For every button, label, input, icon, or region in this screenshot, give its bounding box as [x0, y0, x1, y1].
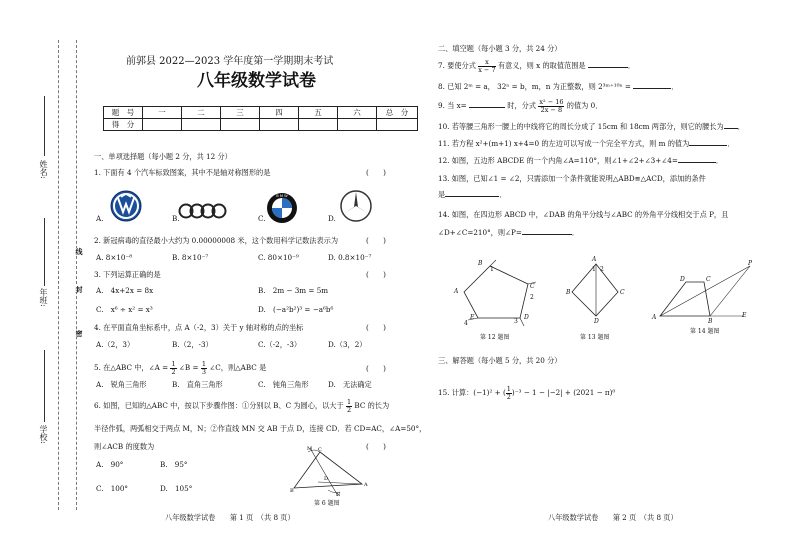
seal-char-line: 线: [75, 248, 84, 255]
fig12-label-b: B: [478, 260, 483, 267]
fig12-label-a: A: [454, 288, 459, 295]
fig12-label-4: 4: [464, 320, 468, 327]
q14-line-2-text: ∠D+∠C=210°，则∠P=: [438, 228, 522, 237]
score-table-score-row: [104, 119, 418, 131]
q4-option-d: D.（3，2）: [328, 340, 367, 349]
q8-end: ．: [671, 82, 679, 91]
class-label: 年班:: [39, 288, 48, 307]
q9-mid: 时，分式: [507, 101, 537, 110]
q2-option-b: B. 8×10⁻⁷: [172, 253, 209, 262]
q5-paren: ( ): [366, 364, 386, 373]
q6-option-b: B. 95°: [160, 460, 188, 469]
q13-figure: [566, 262, 626, 326]
q11-answer-blank[interactable]: [689, 145, 727, 146]
score-input[interactable]: [377, 119, 418, 131]
q9-text: [438, 98, 602, 114]
fig13-caption: 第 13 题图: [580, 334, 610, 341]
mercedes-logo-icon: [340, 190, 374, 224]
q6-option-d: D. 105°: [160, 484, 193, 493]
fig14-label-b: B: [708, 318, 713, 325]
q6-line-3: 则∠ACB 的度数为: [94, 442, 155, 451]
fig13-label-1: 1: [592, 266, 596, 273]
class-blank-line: [44, 218, 45, 286]
q2-option-c: C. 80×10⁻⁹: [258, 253, 299, 262]
q3-paren: ( ): [366, 270, 386, 279]
q2-text: 2. 新冠病毒的直径最小大约为 0.00000008 米，这个数用科学记数法表示为: [94, 236, 339, 245]
q4-text: 4. 在平面直角坐标系中，点 A（-2，3）关于 y 轴对称的点的坐标: [94, 323, 304, 332]
q6-f-numerator: 1: [346, 397, 352, 406]
q15-pre: 15. 计算：(−1)² +: [438, 388, 503, 397]
fig12-label-3: 3: [514, 318, 518, 325]
q13-answer-blank[interactable]: [445, 196, 499, 197]
q5-f2-numerator: 1: [201, 359, 206, 368]
svg-text:B M W: B M W: [276, 194, 288, 198]
fig13-label-2: 2: [600, 266, 604, 273]
q15-denominator: 2: [506, 392, 511, 401]
q6-line-1-pre: 6. 如图，已知的△ABC 中，按以下步骤作图：①分别以 B、C 为圆心，以大于: [94, 401, 344, 410]
exam-title: 前郭县 2022—2023 学年度第一学期期末考试: [126, 56, 334, 67]
svg-text:A: A: [364, 482, 368, 488]
svg-text:B: B: [290, 488, 294, 494]
score-input[interactable]: [338, 119, 377, 131]
fig14-caption: 第 14 题图: [690, 328, 720, 335]
margin-line-1: [58, 40, 59, 510]
q5-fraction-1: [170, 361, 176, 376]
section1-heading: 一、单项选择题（每小题 2 分，共 12 分）: [94, 152, 232, 161]
q5-f1-denominator: 2: [171, 367, 176, 376]
school-label: 学校:: [39, 425, 48, 444]
score-cell: 四: [260, 107, 299, 119]
q15-post: ⁻³ − 1 − |−2| + (2021 − π)⁰: [514, 388, 616, 397]
score-input[interactable]: [182, 119, 221, 131]
bmw-logo-icon: [266, 192, 300, 226]
score-cell: 一: [143, 107, 182, 119]
q5-text-mid: ∠B =: [178, 363, 199, 372]
q8-answer-blank[interactable]: [633, 88, 671, 89]
audi-logo-icon: [178, 203, 238, 219]
score-cell: 总 分: [377, 107, 418, 119]
q7-text: 7. 要使分式 $\frac{x}{x - 7}$ 有意义，则 x 的取值范围是 ．: [438, 57, 636, 74]
q1-option-b: B.: [172, 214, 180, 223]
fig12-label-c: C: [530, 283, 535, 290]
seal-char-secret: 密: [75, 330, 84, 337]
svg-text:D: D: [324, 476, 329, 482]
score-cell: 五: [299, 107, 338, 119]
school-blank-line: [44, 350, 45, 422]
fig13-label-c: C: [620, 289, 625, 296]
q6-line-1-post: BC 的长为: [354, 401, 390, 410]
q1-option-d: D.: [328, 214, 336, 223]
fig12-label-d: D: [524, 314, 529, 321]
q6-f-denominator: 2: [346, 405, 352, 414]
q6-figure: [290, 448, 370, 496]
q10-answer-blank[interactable]: [724, 128, 738, 129]
q14-line-1: 14. 如图，在四边形 ABCD 中，∠DAB 的角平分线与∠ABC 的外角平分线相交于点 P，且: [438, 210, 729, 219]
fig13-label-b: B: [566, 289, 571, 296]
fig14-label-p: P: [748, 260, 753, 267]
q7-numerator: x: [478, 59, 495, 67]
q12-text: 12. 如图，五边形 ABCDE 的一个内角∠A=110°，则∠1+∠2+∠3+∠4= ．: [438, 156, 724, 165]
q4-option-b: B.（2，-3）: [172, 340, 213, 349]
q1-text: 1. 下面有 4 个汽车标致图案，其中不是轴对称图形的是: [94, 168, 271, 177]
q5-option-b: B. 直角三角形: [172, 380, 223, 389]
q6-option-a: A. 90°: [96, 460, 124, 469]
score-input[interactable]: [260, 119, 299, 131]
q7-denominator: x − 7: [478, 65, 496, 74]
svg-text:C: C: [318, 447, 322, 453]
q6-figure-caption: 第 6 题图: [314, 500, 340, 507]
q5-option-a: A. 锐角三角形: [96, 380, 147, 389]
q14-line-2: ∠D+∠C=210°，则∠P= ．: [438, 228, 580, 237]
seal-char-seal: 封: [75, 286, 84, 293]
section3-heading: 三、解答题（每小题 5 分，共 20 分）: [438, 356, 562, 365]
q5-text-pre: 5. 在△ABC 中，∠A =: [94, 363, 169, 372]
score-cell: 二: [182, 107, 221, 119]
q13-line-1: 13. 如图，已知∠1 = ∠2，只需添加一个条件就能说明△ABD≌△ACD，添加的条件: [438, 174, 706, 183]
q3-option-b: B. 2m − 3m = 5m: [258, 286, 329, 295]
q15-text: 15. 计算：(−1)² + ( $\frac{1}{2}$ )⁻³ − 1 − |−2| + (2021 − π)⁰: [438, 384, 616, 401]
q5-fraction-2: [201, 361, 207, 376]
q5-text-post: ∠C，则△ABC 是: [209, 363, 267, 372]
q3-option-a: A. 4x+2x = 8x: [96, 286, 154, 295]
q2-option-a: A. 8×10⁻⁸: [96, 253, 133, 262]
q4-paren: ( ): [366, 323, 386, 332]
score-table: [103, 106, 418, 131]
fig12-label-2: 2: [530, 294, 534, 301]
q6-option-c: C. 100°: [96, 484, 129, 493]
fig12-label-1: 1: [490, 266, 494, 273]
fig13-label-d: D: [594, 318, 599, 325]
q5-f2-denominator: 3: [201, 367, 206, 376]
q7-fraction: [478, 59, 495, 74]
q7-post: 有意义，则 x 的取值范围是: [497, 61, 586, 70]
name-label: 姓名:: [39, 160, 48, 179]
svg-text:N: N: [336, 492, 341, 498]
q6-line-1: [94, 398, 389, 414]
score-cell: 三: [221, 107, 260, 119]
q4-option-c: C.（-2，-3）: [258, 340, 302, 349]
fig14-label-c: C: [706, 276, 711, 283]
footer-right: 八年级数学试卷 第 2 页 （共 8 页）: [548, 513, 678, 522]
q5-text: [94, 360, 266, 376]
q13-line-2: 是 ．: [438, 190, 507, 199]
footer-left: 八年级数学试卷 第 1 页 （共 8 页）: [165, 513, 295, 522]
svg-text:M: M: [307, 446, 313, 452]
margin-line-2: [76, 40, 77, 510]
q1-paren: ( ): [366, 168, 386, 177]
q10-body: 10. 若等腰三角形一腰上的中线将它的周长分成了 15cm 和 18cm 两部分，则它的腰长为: [438, 122, 724, 131]
score-input[interactable]: [143, 119, 182, 131]
q5-option-d: D. 无法确定: [328, 380, 372, 389]
fig14-label-d: D: [680, 276, 685, 283]
name-blank-line: [44, 96, 45, 156]
q9-denominator: 2x − 8: [540, 105, 563, 114]
q5-f1-numerator: 1: [171, 359, 176, 368]
q7-answer-blank[interactable]: [588, 67, 628, 68]
fig14-label-e: E: [742, 312, 747, 319]
q8-text-body: 8. 已知 2ᵐ = a， 32ⁿ = b，m，n 为正整数，则 2³ᵐ⁺¹⁰ⁿ =: [438, 82, 631, 91]
q9-fraction: [538, 99, 564, 114]
q2-paren: ( ): [366, 236, 386, 245]
q12-body: 12. 如图，五边形 ABCDE 的一个内角∠A=110°，则∠1+∠2+∠3+∠4=: [438, 156, 678, 165]
q4-option-a: A.（2，3）: [96, 340, 135, 349]
score-input[interactable]: [299, 119, 338, 131]
q1-option-a: A.: [96, 214, 104, 223]
q3-option-d: D. (−a²b²)³ = −a⁶b⁶: [258, 305, 334, 314]
q9-answer-blank[interactable]: [469, 107, 505, 108]
q9-numerator: x² − 16: [539, 97, 564, 106]
q11-body: 11. 若方程 x²+(m+1) x+4=0 的左边可以写成一个完全平方式，则 m 的值为: [438, 139, 690, 148]
q6-fraction: [346, 399, 352, 414]
fig12-caption: 第 12 题图: [480, 334, 510, 341]
q6-line-2: 半径作弧，两弧相交于两点 M，N；②作直线 MN 交 AB 于点 D，连接 CD．若 CD=AC，∠A=50°，: [94, 424, 427, 433]
q13-line-2-text: 是: [438, 190, 446, 199]
q3-text: 3. 下列运算正确的是: [94, 270, 161, 279]
score-cell: 六: [338, 107, 377, 119]
q15-fraction: [506, 386, 512, 401]
q9-post: 的值为 0．: [566, 101, 603, 110]
fig14-label-a: A: [652, 314, 657, 321]
score-input[interactable]: [221, 119, 260, 131]
q9-pre: 9. 当 x=: [438, 101, 467, 110]
q12-answer-blank[interactable]: [678, 162, 716, 163]
score-table-header-row: [104, 107, 418, 119]
fig13-label-a: A: [592, 256, 597, 263]
score-cell: 题 号: [104, 107, 143, 119]
q2-option-d: D. 0.8×10⁻⁷: [328, 253, 372, 262]
q14-figure: [656, 262, 756, 322]
score-row-label: 得 分: [104, 119, 143, 131]
q1-option-c: C.: [258, 214, 266, 223]
q3-option-c: C. x⁶ ÷ x² = x³: [96, 305, 153, 314]
q5-option-c: C. 钝角三角形: [258, 380, 309, 389]
q11-text: 11. 若方程 x²+(m+1) x+4=0 的左边可以写成一个完全平方式，则 m 的值为 ．: [438, 139, 735, 148]
section2-heading: 二、填空题（每小题 3 分，共 24 分）: [438, 44, 562, 53]
q8-text: [438, 82, 678, 91]
fig12-label-e: E: [470, 314, 475, 321]
q7-pre: 7. 要使分式: [438, 61, 476, 70]
q10-text: 10. 若等腰三角形一腰上的中线将它的周长分成了 15cm 和 18cm 两部分，则它的腰长为 ．: [438, 122, 745, 131]
q15-numerator: 1: [506, 384, 511, 393]
q6-paren: ( ): [366, 442, 386, 451]
subject-title: 八年级数学试卷: [197, 71, 316, 91]
volkswagen-logo-icon: [108, 190, 148, 224]
q14-answer-blank[interactable]: [522, 234, 572, 235]
